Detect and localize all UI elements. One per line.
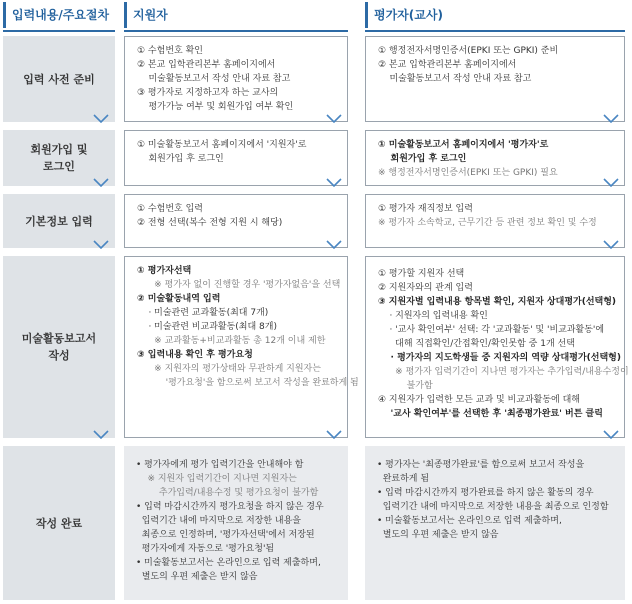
header-steps xyxy=(3,2,115,28)
header-steps-label: 입력내용/주요절차 xyxy=(12,8,110,22)
applicant-line: ① 미술활동보고서 홈페이지에서 '지원자'로 xyxy=(137,140,307,150)
applicant-signup-box xyxy=(124,130,348,186)
evaluator-line: ② 지원자와의 관계 입력 xyxy=(378,283,473,293)
evaluator-line: 대해 직접확인/간접확인/확인못함 중 1개 선택 xyxy=(378,339,575,349)
chevron-down-icon xyxy=(93,240,109,249)
evaluator-line: • 평가자는 '최종평가완료'를 함으로써 보고서 작성을 xyxy=(377,460,585,470)
evaluator-line: '교사 확인여부'를 선택한 후 '최종평가완료' 버튼 클릭 xyxy=(378,409,603,419)
applicant-line: ※ 지원자의 평가상태와 무관하게 지원자는 xyxy=(137,364,321,374)
evaluator-signup-box xyxy=(365,130,625,186)
applicant-line: ② 미술활동내역 입력 xyxy=(137,294,221,304)
evaluator-line: ※ 행정전자서명인증서(EPKI 또는 GPKI) 필요 xyxy=(378,168,558,178)
header-evaluator-label: 평가자(교사) xyxy=(374,8,443,22)
evaluator-line: 회원가입 후 로그인 xyxy=(378,154,467,164)
applicant-line: ③ 입력내용 확인 후 평가요청 xyxy=(137,350,253,360)
evaluator-line: 별도의 우편 제출은 받지 않음 xyxy=(377,530,499,540)
chevron-down-icon xyxy=(326,430,342,439)
evaluator-line: 완료하게 됨 xyxy=(377,474,430,484)
evaluator-line: ※ 평가자 소속학교, 근무기간 등 관련 정보 확인 및 수정 xyxy=(378,218,597,228)
applicant-complete-box xyxy=(124,446,348,600)
header-evaluator xyxy=(365,2,625,28)
evaluator-line: ※ 평가자 입력기간이 지나면 평가자는 추가입력/내용수정이 xyxy=(378,367,629,377)
applicant-line: ① 평가자선택 xyxy=(137,266,192,276)
applicant-line: • 미술활동보고서는 온라인으로 입력 제출하며, xyxy=(136,558,321,568)
chevron-down-icon xyxy=(93,430,109,439)
applicant-line: • 평가자에게 평가 입력기간을 안내해야 함 xyxy=(136,460,304,470)
evaluator-line: ③ 지원자별 입력내용 항목별 확인, 지원자 상대평가(선택형) xyxy=(378,297,617,307)
applicant-line: 최종으로 인정하며, '평가자선택'에서 저장된 xyxy=(136,530,315,540)
applicant-line: 별도의 우편 제출은 받지 않음 xyxy=(136,572,258,582)
evaluator-complete-box xyxy=(365,446,625,600)
applicant-line: ※ 교과활동+비교과활동 총 12개 이내 제한 xyxy=(137,336,326,346)
step-label-complete: 작성 완료 xyxy=(3,446,115,600)
applicant-line: 추가입력/내용수정 및 평가요청이 불가함 xyxy=(136,488,319,498)
chevron-down-icon xyxy=(603,178,619,187)
chevron-down-icon xyxy=(603,114,619,123)
step-label-report: 미술활동보고서 작성 xyxy=(3,256,115,438)
evaluator-line: ① 행정전자서명인증서(EPKI 또는 GPKI) 준비 xyxy=(378,46,559,56)
evaluator-report-box xyxy=(365,256,629,438)
applicant-report-box xyxy=(124,256,359,438)
applicant-line: 회원가입 후 로그인 xyxy=(137,154,224,164)
step-label-basic-info: 기본정보 입력 xyxy=(3,194,115,248)
evaluator-line: 입력기간 내에 마지막으로 저장한 내용을 최종으로 인정함 xyxy=(377,502,609,512)
chevron-down-icon xyxy=(93,114,109,123)
applicant-line: ※ 평가자 없이 진행할 경우 '평가자없음'을 선택 xyxy=(137,280,341,290)
chevron-down-icon xyxy=(326,240,342,249)
chevron-down-icon xyxy=(326,178,342,187)
applicant-line: '평가요청'을 함으로써 보고서 작성을 완료하게 됨 xyxy=(137,378,359,388)
evaluator-line: 미술활동보고서 작성 안내 자료 참고 xyxy=(378,74,532,84)
evaluator-basic-info-box xyxy=(365,194,625,248)
applicant-line: · 미술관련 비교과활동(최대 8개) xyxy=(137,322,277,332)
evaluator-line: · 지원자의 입력내용 확인 xyxy=(378,311,488,321)
applicant-line: ② 전형 선택(복수 전형 지원 시 해당) xyxy=(137,218,283,228)
applicant-line: 입력기간 내에 마지막으로 저장한 내용을 xyxy=(136,516,301,526)
chevron-down-icon xyxy=(603,240,619,249)
applicant-line: 평가가능 여부 및 회원가입 여부 확인 xyxy=(137,102,294,112)
header-applicant xyxy=(124,2,348,28)
step-label-prep: 입력 사전 준비 xyxy=(3,36,115,122)
applicant-line: • 입력 마감시간까지 평가요청을 하지 않은 경우 xyxy=(136,502,324,512)
evaluator-line: 불가함 xyxy=(378,381,433,391)
chevron-down-icon xyxy=(93,178,109,187)
applicant-line: ① 수험번호 확인 xyxy=(137,46,203,56)
evaluator-line: · '교사 확인여부' 선택: 각 '교과활동' 및 '비교과활동'에 xyxy=(378,325,605,335)
step-label-signup: 회원가입 및 로그인 xyxy=(3,130,115,186)
applicant-prep-box xyxy=(124,36,348,122)
applicant-line: ③ 평가자로 지정하고자 하는 교사의 xyxy=(137,88,279,98)
evaluator-line: ① 미술활동보고서 홈페이지에서 '평가자'로 xyxy=(378,140,549,150)
applicant-line: 평가자에게 자동으로 '평가요청'됨 xyxy=(136,544,275,554)
applicant-line: ② 본교 입학관리본부 홈페이지에서 xyxy=(137,60,276,70)
applicant-basic-info-box xyxy=(124,194,348,248)
evaluator-line: • 입력 마감시간까지 평가완료를 하지 않은 활동의 경우 xyxy=(377,488,594,498)
applicant-line: · 미술관련 교과활동(최대 7개) xyxy=(137,308,269,318)
evaluator-line: • 미술활동보고서는 온라인으로 입력 제출하며, xyxy=(377,516,562,526)
applicant-line: ① 수험번호 입력 xyxy=(137,204,203,214)
evaluator-line: ① 평가할 지원자 선택 xyxy=(378,269,465,279)
evaluator-line: · 평가자의 지도학생들 중 지원자의 역량 상대평가(선택형) xyxy=(378,353,621,363)
chevron-down-icon xyxy=(603,430,619,439)
header-applicant-label: 지원자 xyxy=(133,8,168,22)
chevron-down-icon xyxy=(326,114,342,123)
evaluator-prep-box xyxy=(365,36,625,122)
evaluator-line: ④ 지원자가 입력한 모든 교과 및 비교과활동에 대해 xyxy=(378,395,580,405)
applicant-line: ※ 지원자 입력기간이 지나면 지원자는 xyxy=(136,474,297,484)
evaluator-line: ② 본교 입학관리본부 홈페이지에서 xyxy=(378,60,517,70)
evaluator-line: ① 평가자 재직정보 입력 xyxy=(378,204,473,214)
applicant-line: 미술활동보고서 작성 안내 자료 참고 xyxy=(137,74,291,84)
